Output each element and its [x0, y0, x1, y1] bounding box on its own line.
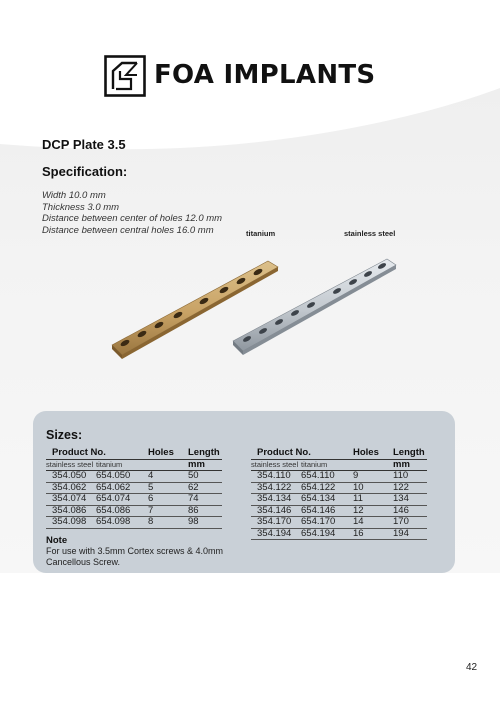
col-product-no: Product No. [46, 448, 148, 459]
table-row: 354.110 654.110 9 110 [251, 471, 427, 483]
col-holes: Holes [353, 448, 393, 459]
table-row: 354.062 654.062 5 62 [46, 482, 222, 494]
table-row: 354.122 654.122 10 122 [251, 482, 427, 494]
table-row: 354.194 654.194 16 194 [251, 528, 427, 540]
col-length-unit: mm [393, 459, 427, 471]
spec-item: Distance between center of holes 12.0 mm [42, 213, 223, 224]
col-titanium: titanium [96, 459, 148, 471]
titanium-label: titanium [246, 229, 276, 238]
col-product-no: Product No. [251, 448, 353, 459]
col-holes: Holes [148, 448, 188, 459]
table-row: 354.170 654.170 14 170 [251, 517, 427, 529]
brand-name: FOA IMPLANTS [154, 60, 376, 90]
foa-logo-icon [104, 55, 146, 97]
table-row: 354.098 654.098 8 98 [46, 517, 222, 529]
table-row: 354.050 654.050 4 50 [46, 471, 222, 483]
col-stainless: stainless steel [46, 459, 96, 471]
col-titanium: titanium [301, 459, 353, 471]
spec-item: Width 10.0 mm [42, 190, 106, 201]
spec-heading: Specification: [42, 164, 128, 179]
col-length: Length [188, 448, 222, 459]
table-row: 354.074 654.074 6 74 [46, 494, 222, 506]
table-row: 354.146 654.146 12 146 [251, 505, 427, 517]
sizes-heading: Sizes: [46, 428, 83, 442]
spec-list [42, 190, 222, 236]
page-title: DCP Plate 3.5 [42, 137, 126, 152]
col-length: Length [393, 448, 427, 459]
note-text: For use with 3.5mm Cortex screws & 4.0mm Cancellous Screw. [46, 546, 224, 567]
table-row: 354.086 654.086 7 86 [46, 505, 222, 517]
spec-item: Distance between central holes 16.0 mm [42, 224, 214, 236]
note-heading: Note [46, 535, 68, 546]
table-row: 354.134 654.134 11 134 [251, 494, 427, 506]
stainless-label: stainless steel [344, 229, 396, 238]
sizes-table-left [46, 448, 222, 529]
col-length-unit: mm [188, 459, 222, 471]
sizes-table-right [251, 448, 427, 540]
stainless-plate-image [225, 255, 400, 360]
page-number: 42 [466, 662, 478, 673]
col-stainless: stainless steel [251, 459, 301, 471]
spec-item: Thickness 3.0 mm [42, 201, 120, 213]
